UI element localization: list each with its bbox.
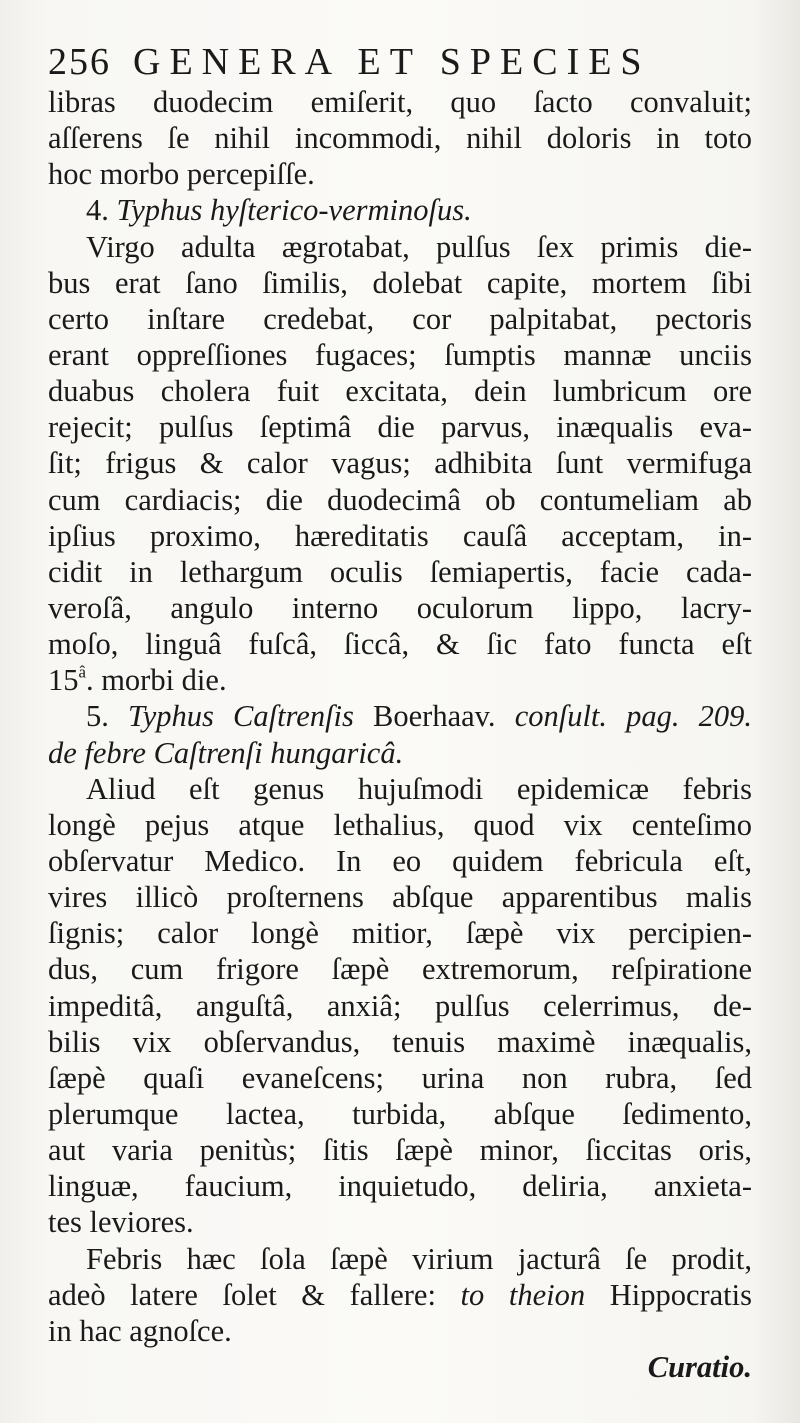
text-line: impeditâ, anguſtâ, anxiâ; pulſus celerrimus, de- — [48, 988, 752, 1023]
text-segment: adeò latere ſolet & fallere: — [48, 1277, 436, 1312]
section-number: 4. — [86, 193, 109, 228]
text-line: duabus cholera fuit excitata, dein lumbricum ore — [48, 374, 752, 409]
text-line: Febris hæc ſola ſæpè virium jacturâ ſe prodit, — [86, 1241, 752, 1276]
text-line: moſo, linguâ fuſcâ, ſiccâ, & ſic fato functa eſt — [48, 627, 752, 662]
text-line: erant oppreſſiones fugaces; ſumptis mannæ unciis — [48, 337, 752, 372]
text-line — [48, 1277, 752, 1313]
section-title: Typhus Caſtrenſis — [128, 699, 354, 734]
text-line: ipſius proximo, hæreditatis cauſâ acceptam, in- — [48, 518, 752, 553]
section-page-ref: 209. — [698, 699, 753, 734]
text-line: longè pejus atque lethalius, quod vix centeſimo — [48, 807, 752, 842]
section-title: Typhus hyſterico-verminoſus. — [116, 193, 472, 228]
text-line: hoc morbo percepiſſe. — [48, 157, 315, 192]
greek-phrase: to theion — [460, 1277, 586, 1312]
running-header — [48, 40, 748, 90]
text-line: linguæ, faucium, inquietudo, deliria, anxieta- — [48, 1169, 752, 1204]
text-line: Aliud eſt genus hujuſmodi epidemicæ febris — [86, 771, 752, 806]
text-line: ſignis; calor longè mitior, ſæpè vix percipien- — [48, 916, 752, 951]
text-line: vires illicò proſternens abſque apparentibus malis — [48, 880, 752, 915]
text-line: aſſerens ſe nihil incommodi, nihil doloris in toto — [48, 121, 752, 156]
text-line: rejecit; pulſus ſeptimâ die parvus, inæqualis eva- — [48, 410, 752, 445]
text-line: obſervatur Medico. In eo quidem febricula eſt, — [48, 843, 752, 878]
text-line — [48, 662, 752, 698]
section-reference: conſult. pag. — [514, 699, 680, 734]
text-line: ſit; frigus & calor vagus; adhibita ſunt vermifuga — [48, 446, 752, 481]
catchword: Curatio. — [647, 1349, 752, 1384]
text-line: in hac agnoſce. — [48, 1313, 232, 1348]
section-heading-5 — [48, 698, 752, 734]
text-line: tes leviores. — [48, 1205, 194, 1240]
text-line: certo inſtare credebat, cor palpitabat, pectoris — [48, 301, 752, 336]
section-author: Boerhaav. — [373, 699, 496, 734]
text-line: Virgo adulta ægrotabat, pulſus ſex primis die- — [86, 229, 752, 264]
text-line: cidit in lethargum oculis ſemiapertis, facie cada- — [48, 554, 752, 589]
text-body — [48, 84, 752, 1385]
text-line: plerumque lactea, turbida, abſque ſedimento, — [48, 1096, 752, 1131]
ordinal-number: 15 — [48, 663, 79, 698]
text-line: cum cardiacis; die duodecimâ ob contumeliam ab — [48, 482, 752, 517]
page-number: 256 — [48, 41, 111, 83]
ordinal-tail: . morbi die. — [85, 663, 227, 698]
section-number: 5. — [86, 699, 109, 734]
text-line: bilis vix obſervandus, tenuis maximè inæqualis, — [48, 1024, 752, 1059]
ordinal-superscript: â — [78, 662, 86, 682]
text-line: libras duodecim emiſerit, quo ſacto convaluit; — [48, 85, 752, 119]
text-line: bus erat ſano ſimilis, dolebat capite, mortem ſibi — [48, 265, 752, 300]
section-subtitle: de febre Caſtrenſi hungaricâ. — [48, 735, 404, 770]
text-line: dus, cum frigore ſæpè extremorum, reſpiratione — [48, 952, 752, 987]
section-heading-4 — [48, 192, 752, 228]
text-line: veroſâ, angulo interno oculorum lippo, lacry- — [48, 590, 752, 625]
text-line: aut varia penitùs; ſitis ſæpè minor, ſiccitas oris, — [48, 1133, 752, 1168]
text-segment: Hippocratis — [609, 1277, 752, 1312]
text-line: ſæpè quaſi evaneſcens; urina non rubra, ſed — [48, 1060, 752, 1095]
running-title: GENERA ET SPECIES — [133, 41, 651, 83]
